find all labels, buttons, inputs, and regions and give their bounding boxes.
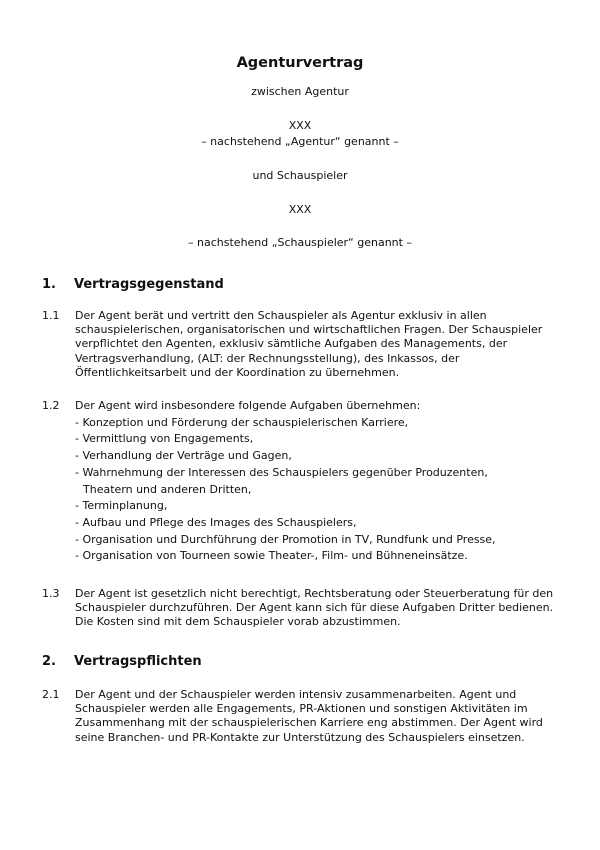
document-title: Agenturvertrag — [236, 55, 364, 71]
list-item: - Wahrnehmung der Interessen des Schauspielers gegenüber Produzenten, — [75, 465, 488, 479]
section-heading — [42, 277, 224, 292]
clause-number: 1.1 — [42, 309, 60, 322]
list-item: - Vermittlung von Engagements, — [75, 432, 254, 446]
clause — [42, 587, 562, 630]
section-title: Vertragsgegenstand — [74, 277, 224, 292]
party2-note: – nachstehend „Schauspieler“ genannt – — [188, 236, 412, 249]
between-line: zwischen Agentur — [251, 85, 349, 98]
clause-number: 1.2 — [42, 399, 60, 412]
party1-note: – nachstehend „Agentur“ genannt – — [201, 135, 399, 148]
party2-name: XXX — [288, 203, 312, 216]
clause-number: 2.1 — [42, 688, 60, 701]
list-item: - Terminplanung, — [75, 499, 168, 513]
clause-number: 1.3 — [42, 587, 60, 600]
and-line: und Schauspieler — [252, 169, 348, 182]
list-item: Theatern und anderen Dritten, — [83, 482, 252, 496]
clause-text: Der Agent ist gesetzlich nicht berechtigt, Rechtsberatung oder Steuerberatung für den Schauspieler durchzuführen. Der Agent kann sich für diese Aufgaben Dritter bedienen. Die Kosten sind mit dem Schauspieler vorab abzustimmen. — [75, 587, 554, 629]
list-item: - Aufbau und Pflege des Images des Schauspielers, — [75, 515, 357, 529]
list-item: - Konzeption und Förderung der schauspielerischen Karriere, — [75, 415, 409, 429]
list-item: - Organisation von Tourneen sowie Theater-, Film- und Bühneneinsätze. — [75, 549, 468, 563]
list-item: - Organisation und Durchführung der Promotion in TV, Rundfunk und Presse, — [75, 532, 496, 546]
section-heading — [42, 654, 202, 669]
list-item: - Verhandlung der Verträge und Gagen, — [75, 449, 292, 463]
clause-text: Der Agent und der Schauspieler werden intensiv zusammenarbeiten. Agent und Schauspieler werden alle Engagements, PR-Aktionen und sonstigen Aktivitäten im Zusammenhang mit der schauspielerischen Karriere eng abstimmen. Der Agent wird seine Branchen- und PR-Kontakte zur Unterstützung des Schauspielers einsetzen. — [75, 688, 543, 744]
clause — [42, 309, 562, 380]
section-number: 2. — [42, 654, 56, 669]
section-title: Vertragspflichten — [74, 654, 202, 669]
party1-name: XXX — [288, 119, 312, 132]
clause — [42, 399, 562, 564]
clause — [42, 688, 562, 745]
clause-text: Der Agent berät und vertritt den Schauspieler als Agentur exklusiv in allen schauspielerischen, organisatorischen und wirtschaftlichen Fragen. Der Schauspieler verpflichtet den Agenten, exklusiv sämtliche Aufgaben des Managements, der Vertragsverhandlung, (ALT: der Rechnungsstellung), des Inkassos, der Öffentlichkeitsarbeit und der Koordination zu übernehmen. — [75, 309, 543, 379]
section-number: 1. — [42, 277, 56, 292]
clause-intro: Der Agent wird insbesondere folgende Aufgaben übernehmen: — [75, 399, 421, 412]
